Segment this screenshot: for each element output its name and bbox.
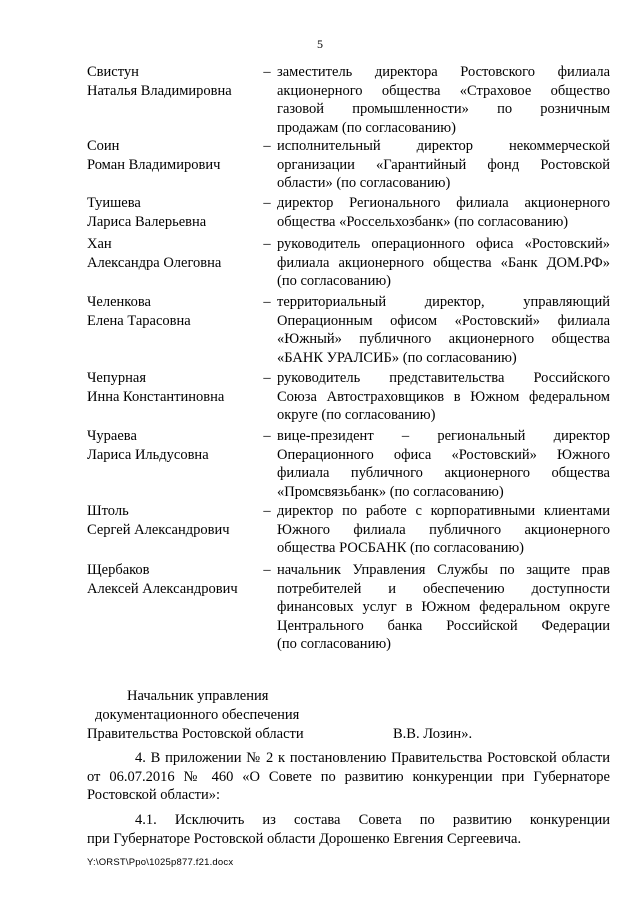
member-dash: – [263, 64, 271, 80]
member-role [277, 502, 610, 558]
signature-position-line1: Начальник управления [127, 688, 269, 704]
member-given-names: Лариса Ильдусовна [87, 446, 209, 463]
member-role-line: акционерного общества «Страховое общество [277, 82, 610, 99]
member-role-line: директор Регионального филиала акционерного [277, 195, 610, 211]
signature-position-line2: документационного обеспечения [95, 707, 300, 723]
member-dash: – [263, 195, 271, 211]
paragraph-4-line: Ростовской области»: [87, 787, 221, 803]
member-dash: – [263, 370, 271, 386]
member-name [87, 502, 257, 539]
member-surname: Туишева [87, 195, 141, 211]
member-role-line: продажам (по согласованию) [277, 119, 456, 136]
member-role-line: руководитель представительства Российского [277, 370, 610, 386]
member-role-line: округе (по согласованию) [277, 407, 436, 423]
paragraph-4-1 [87, 811, 610, 848]
member-role-line: вице-президент – региональный директор [277, 428, 610, 444]
member-role [277, 137, 610, 193]
member-role-line: филиала публичного акционерного общества [277, 465, 610, 481]
member-role-line: Южного филиала публичного акционерного [277, 521, 610, 538]
member-given-names: Елена Тарасовна [87, 312, 191, 329]
member-surname: Соин [87, 138, 120, 154]
member-role-line: области» (по согласованию) [277, 175, 451, 191]
member-role [277, 369, 610, 425]
member-role-line: финансовых услуг в Южном федеральном округе [277, 599, 610, 615]
member-dash: – [263, 294, 271, 310]
signature-position-line3: Правительства Ростовской области [87, 726, 304, 742]
member-surname: Щербаков [87, 562, 150, 578]
member-dash: – [263, 138, 271, 154]
member-given-names: Наталья Владимировна [87, 82, 232, 99]
member-role-line: начальник Управления Службы по защите прав [277, 562, 610, 578]
member-role-line: исполнительный директор некоммерческой [277, 138, 610, 154]
member-surname: Чепурная [87, 370, 146, 386]
member-role [277, 561, 610, 654]
member-given-names: Лариса Валерьевна [87, 213, 207, 230]
paragraph-4-1-line: 4.1. Исключить из состава Совета по развитию конкуренции [135, 812, 610, 828]
member-role-line: руководитель операционного офиса «Ростовский» [277, 236, 610, 252]
member-role-line: территориальный директор, управляющий [277, 294, 610, 310]
member-name [87, 369, 257, 406]
member-role-line: «Южный» публичного акционерного общества [277, 331, 610, 347]
member-role [277, 63, 610, 137]
signature-name: В.В. Лозин». [393, 726, 473, 742]
member-role-line: Союза Автостраховщиков в Южном федеральном [277, 388, 610, 405]
member-role [277, 427, 610, 501]
member-name [87, 235, 257, 272]
member-role-line: заместитель директора Ростовского филиала [277, 64, 610, 80]
member-name [87, 194, 257, 231]
member-role-line: (по согласованию) [277, 636, 391, 652]
member-dash: – [263, 428, 271, 444]
member-name [87, 293, 257, 330]
paragraph-4-line: от 06.07.2016 № 460 «О Совете по развитию конкуренции при Губернаторе [87, 768, 610, 785]
member-role-line: «Промсвязьбанк» (по согласованию) [277, 483, 504, 500]
member-role-line: общества РОСБАНК (по согласованию) [277, 540, 525, 556]
member-role [277, 194, 610, 231]
member-role-line: потребителей и обеспечению доступности [277, 580, 610, 597]
member-surname: Свистун [87, 64, 139, 80]
paragraph-4-1-line: при Губернаторе Ростовской области Дорошенко Евгения Сергеевича. [87, 830, 522, 847]
member-dash: – [263, 562, 271, 578]
member-role-line: «БАНК УРАЛСИБ» (по согласованию) [277, 349, 517, 366]
member-role-line: Операционным офисом «Ростовский» филиала [277, 312, 610, 329]
member-surname: Штоль [87, 503, 129, 519]
footer-file-path: Y:\ORST\Ppo\1025p877.f21.docx [87, 857, 234, 868]
member-role [277, 293, 610, 367]
page-number: 5 [317, 37, 323, 51]
member-dash: – [263, 503, 271, 519]
member-role-line: (по согласованию) [277, 273, 391, 289]
member-surname: Чураева [87, 428, 137, 444]
paragraph-4-line: 4. В приложении № 2 к постановлению Правительства Ростовской области [135, 750, 610, 766]
member-name [87, 427, 257, 464]
member-surname: Хан [87, 236, 112, 252]
member-name [87, 561, 257, 598]
paragraph-4 [87, 749, 610, 805]
member-given-names: Роман Владимирович [87, 156, 221, 173]
member-given-names: Александра Олеговна [87, 254, 222, 271]
member-role-line: директор по работе с корпоративными клиентами [277, 503, 610, 519]
member-role-line: организации «Гарантийный фонд Ростовской [277, 156, 610, 173]
member-role-line: Центрального банка Российской Федерации [277, 617, 610, 634]
member-role-line: филиала акционерного общества «Банк ДОМ.РФ» [277, 254, 610, 271]
member-given-names: Сергей Александрович [87, 521, 230, 538]
member-name [87, 63, 257, 100]
member-given-names: Инна Константиновна [87, 388, 225, 405]
member-dash: – [263, 236, 271, 252]
member-role-line: газовой промышленности» по розничным [277, 101, 610, 117]
member-given-names: Алексей Александрович [87, 580, 238, 597]
member-role-line: Операционного офиса «Ростовский» Южного [277, 446, 610, 463]
member-surname: Челенкова [87, 294, 151, 310]
member-name [87, 137, 257, 174]
member-role-line: общества «Россельхозбанк» (по согласованию) [277, 213, 569, 230]
member-role [277, 235, 610, 291]
